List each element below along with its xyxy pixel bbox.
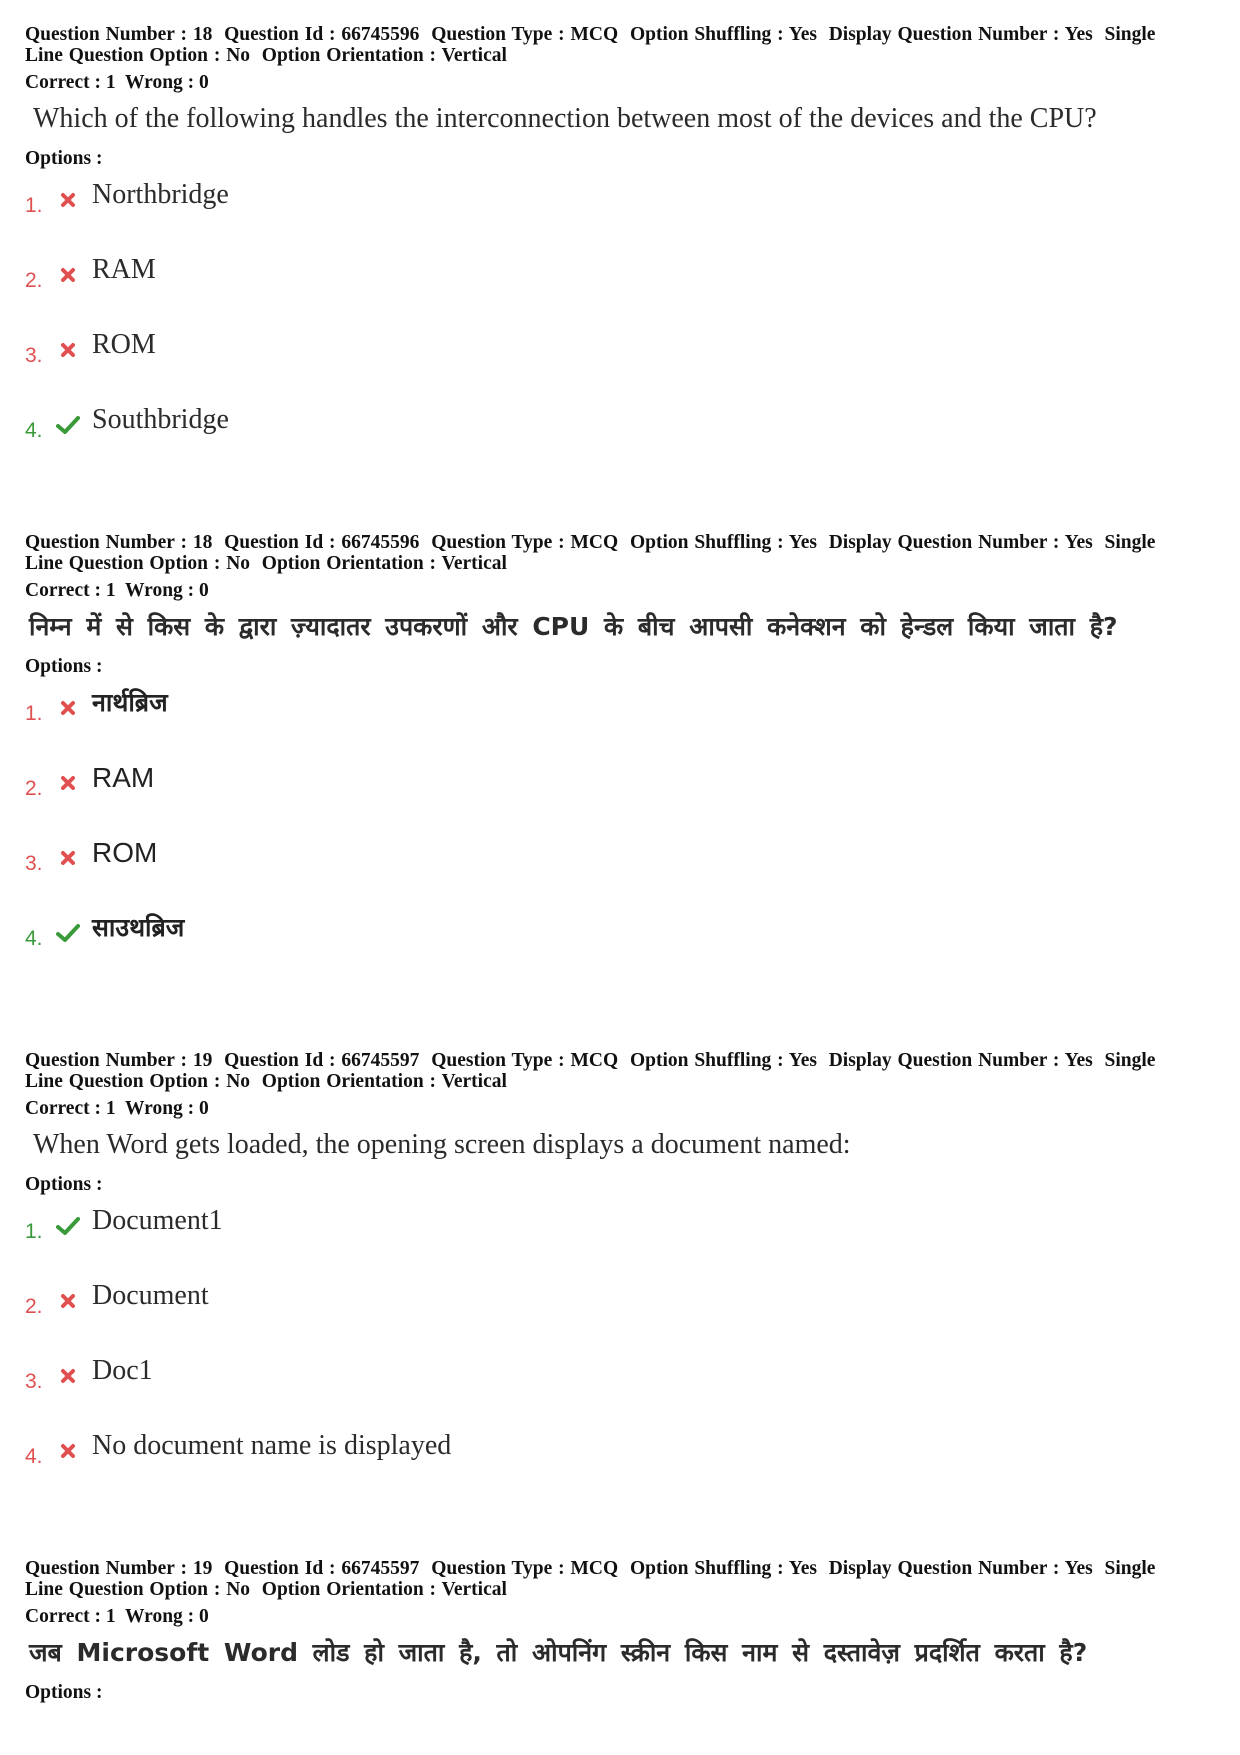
display-question-number: Display Question Number : Yes [828,1558,1093,1579]
option-number: 4. [25,927,43,950]
wrong-cross-icon [55,262,81,288]
options-label: Options : [25,1682,103,1703]
question-type: Question Type : MCQ [431,24,619,45]
question-metadata [25,532,1215,574]
question-id: Question Id : 66745597 [224,1558,420,1579]
options-label: Options : [25,148,103,169]
question-block-19-hi [25,1558,1215,1704]
option-text: ROM [92,837,158,868]
correct-check-icon [55,412,81,438]
option-item [25,1429,1215,1504]
wrong-cross-icon [55,695,81,721]
display-question-number: Display Question Number : Yes [828,24,1093,45]
wrong-cross-icon [55,1438,81,1464]
option-orientation: Option Orientation : Vertical [261,45,507,66]
question-number: Question Number : 19 [25,1050,213,1071]
option-text: Document [92,1280,209,1311]
option-item [25,1279,1215,1354]
single-label: Single [1104,24,1156,45]
question-number: Question Number : 18 [25,532,213,553]
display-question-number: Display Question Number : Yes [828,532,1093,553]
marking-scheme [25,1606,1215,1628]
question-block-19-en [25,1050,1215,1504]
question-type: Question Type : MCQ [431,1558,619,1579]
option-number: 2. [25,1295,43,1318]
option-item [25,1204,1215,1279]
marking-scheme [25,1098,1215,1120]
option-text: नार्थब्रिज [92,688,168,717]
wrong-cross-icon [55,845,81,871]
option-orientation: Option Orientation : Vertical [261,1071,507,1092]
line-question-option: Line Question Option : No [25,1579,251,1600]
question-type: Question Type : MCQ [431,1050,619,1071]
correct-check-icon [55,1213,81,1239]
option-number: 4. [25,419,43,442]
correct-check-icon [55,920,81,946]
option-shuffling: Option Shuffling : Yes [629,24,817,45]
question-text: When Word gets loaded, the opening screen displays a document named: [33,1129,851,1160]
question-text: जब Microsoft Word लोड हो जाता है, तो ओपनिंग स्क्रीन किस नाम से दस्तावेज़ प्रदर्शित करता है? [29,1638,1088,1667]
line-question-option: Line Question Option : No [25,1071,251,1092]
wrong-cross-icon [55,1363,81,1389]
wrong-marks: Wrong : 0 [125,1098,209,1119]
option-item [25,178,1215,253]
option-text: RAM [92,762,155,793]
option-number: 1. [25,702,43,725]
single-label: Single [1104,1050,1156,1071]
option-text: ROM [92,329,156,360]
option-number: 2. [25,269,43,292]
wrong-marks: Wrong : 0 [125,72,209,93]
correct-marks: Correct : 1 [25,580,116,601]
single-label: Single [1104,532,1156,553]
question-text: निम्न में से किस के द्वारा ज़्यादातर उपकरणों और CPU के बीच आपसी कनेक्शन को हेन्डल किया जाता है? [29,612,1118,641]
wrong-cross-icon [55,337,81,363]
question-block-18-en [25,24,1215,478]
options-list [25,1204,1215,1504]
option-number: 1. [25,194,43,217]
wrong-cross-icon [55,770,81,796]
question-number: Question Number : 18 [25,24,213,45]
correct-marks: Correct : 1 [25,1606,116,1627]
option-number: 3. [25,344,43,367]
option-shuffling: Option Shuffling : Yes [629,532,817,553]
question-id: Question Id : 66745597 [224,1050,420,1071]
option-item [25,328,1215,403]
option-item [25,911,1215,986]
question-text: Which of the following handles the interconnection between most of the devices and the CPU? [33,103,1097,134]
correct-marks: Correct : 1 [25,1098,116,1119]
question-metadata [25,1558,1215,1600]
correct-marks: Correct : 1 [25,72,116,93]
option-text: Southbridge [92,404,229,435]
wrong-cross-icon [55,187,81,213]
option-orientation: Option Orientation : Vertical [261,553,507,574]
question-metadata [25,1050,1215,1092]
option-item [25,253,1215,328]
wrong-marks: Wrong : 0 [125,1606,209,1627]
option-item [25,761,1215,836]
option-number: 2. [25,777,43,800]
question-number: Question Number : 19 [25,1558,213,1579]
display-question-number: Display Question Number : Yes [828,1050,1093,1071]
options-list [25,178,1215,478]
question-metadata [25,24,1215,66]
option-text: Document1 [92,1205,223,1236]
wrong-marks: Wrong : 0 [125,580,209,601]
option-text: साउथब्रिज [92,913,185,942]
option-item [25,686,1215,761]
option-shuffling: Option Shuffling : Yes [629,1050,817,1071]
option-number: 4. [25,1445,43,1468]
option-number: 3. [25,852,43,875]
options-list [25,686,1215,986]
option-text: Doc1 [92,1355,153,1386]
marking-scheme [25,72,1215,94]
question-id: Question Id : 66745596 [224,24,420,45]
options-label: Options : [25,1174,103,1195]
wrong-cross-icon [55,1288,81,1314]
options-label: Options : [25,656,103,677]
question-type: Question Type : MCQ [431,532,619,553]
option-item [25,836,1215,911]
option-number: 1. [25,1220,43,1243]
option-text: RAM [92,254,156,285]
line-question-option: Line Question Option : No [25,45,251,66]
option-item [25,1354,1215,1429]
single-label: Single [1104,1558,1156,1579]
option-text: No document name is displayed [92,1430,452,1461]
marking-scheme [25,580,1215,602]
option-shuffling: Option Shuffling : Yes [629,1558,817,1579]
option-item [25,403,1215,478]
line-question-option: Line Question Option : No [25,553,251,574]
question-id: Question Id : 66745596 [224,532,420,553]
option-orientation: Option Orientation : Vertical [261,1579,507,1600]
question-block-18-hi [25,532,1215,986]
option-text: Northbridge [92,179,229,210]
option-number: 3. [25,1370,43,1393]
